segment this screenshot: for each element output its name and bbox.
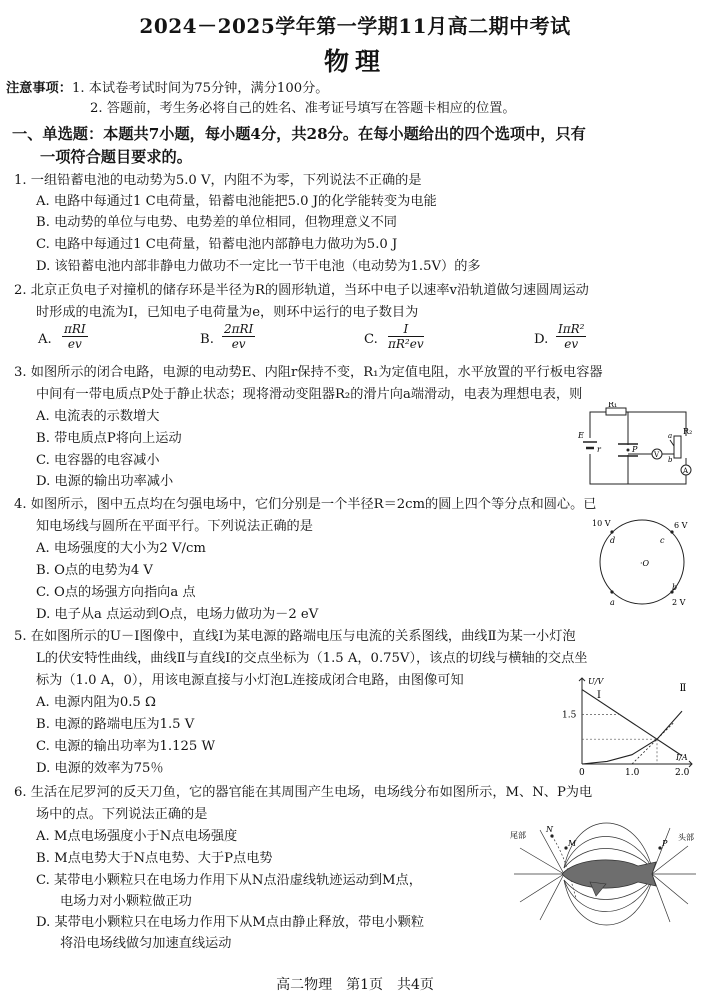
- q2-option-c-label: C.: [364, 332, 378, 347]
- q2-stem-2: 时形成的电流为I，已知电子电荷量为e，则环中运行的电子数目为: [36, 305, 419, 320]
- series-curve-ii: [582, 711, 682, 764]
- fish-silhouette: [562, 860, 656, 888]
- subject-title: 物理: [323, 47, 386, 76]
- q5-option-d: D. 电源的效率为75％: [36, 761, 164, 776]
- label-e: E: [578, 431, 584, 440]
- q4-circle-figure: [584, 512, 696, 612]
- label-b: b: [672, 583, 678, 592]
- field-line: [520, 848, 564, 874]
- label-r2: R₂: [683, 427, 693, 436]
- q6-option-b: B. M点电势大于N点电势、大于P点电势: [36, 851, 273, 866]
- notice-line-2: 2. 答题前，考生务必将自己的姓名、准考证号填写在答题卡相应的位置。: [90, 101, 516, 116]
- q5-option-c: C. 电源的输出功率为1.125 W: [36, 739, 216, 754]
- q3-circuit-figure: [578, 402, 700, 494]
- q3-stem-2: 中间有一带电质点P处于静止状态；现将滑动变阻器R₂的滑片向a端滑动，电表为理想电表，则: [36, 387, 583, 402]
- q2-option-a-fraction: πRI ev: [64, 322, 86, 351]
- q3-option-d: D. 电源的输出功率减小: [36, 474, 174, 489]
- section-heading-1: 一、单选题：本题共7小题，每小题4分，共28分。在每小题给出的四个选项中，只有: [12, 125, 586, 143]
- circuit-outer-wire: [590, 412, 686, 484]
- label-r: r: [597, 445, 601, 454]
- q4-option-a: A. 电场强度的大小为2 V/cm: [36, 541, 206, 556]
- label-b-potential: 6 V: [674, 521, 688, 530]
- y-axis-label: U/V: [588, 677, 604, 686]
- q2-option-d-label: D.: [534, 332, 549, 347]
- series-label-ii: Ⅱ: [679, 683, 687, 695]
- label-o: ·O: [640, 559, 650, 568]
- q5-ui-graph: [558, 674, 698, 778]
- q3-option-b: B. 带电质点P将向上运动: [36, 431, 182, 446]
- q6-option-d-1: D. 某带电小颗粒只在电场力作用下从M点由静止释放，带电小颗粒: [36, 915, 425, 930]
- q1-option-d: D. 该铅蓄电池内部非静电力做功不一定比一节干电池（电动势为1.5V）的多: [36, 259, 481, 274]
- q4-option-b: B. O点的电势为4 V: [36, 563, 153, 578]
- fish-fin: [590, 882, 606, 896]
- notice-line-1: 注意事项：1. 本试卷考试时间为75分钟，满分100分。: [6, 81, 329, 96]
- q3-option-c: C. 电容器的电容减小: [36, 453, 160, 468]
- label-d: d: [610, 536, 616, 545]
- y-tick-label: 1.5: [562, 710, 577, 721]
- x-axis-label: I/A: [676, 753, 688, 762]
- label-d-potential: 10 V: [592, 519, 611, 528]
- resistor-r1: [606, 408, 626, 415]
- label-a-end: a: [668, 432, 673, 440]
- q1-stem: 1. 一组铅蓄电池的电动势为5.0 V，内阻不为零，下列说法不正确的是: [14, 173, 422, 188]
- x-tick-label: 1.0: [625, 768, 640, 778]
- q1-option-b: B. 电动势的单位与电势、电势差的单位相同，但物理意义不同: [36, 215, 397, 230]
- label-n: N: [546, 825, 553, 834]
- charged-particle-p: [627, 449, 630, 452]
- q2-option-c-fraction: $\frac{I}{\text{πR²ev}}$: [388, 322, 424, 351]
- field-line: [540, 874, 564, 920]
- q2-option-b-fraction: 2πRI ev: [224, 322, 254, 351]
- q5-option-a: A. 电源内阻为0.5 Ω: [36, 695, 156, 710]
- label-tail: 头部: [678, 833, 694, 842]
- q2-option-b-label: B.: [200, 332, 214, 347]
- label-r1: R₁: [608, 402, 618, 409]
- slider-arrow: [670, 440, 674, 446]
- q6-stem-1: 6. 生活在尼罗河的反天刀鱼，它的器官能在其周围产生电场，电场线分布如图所示，M、N、P为电: [14, 785, 593, 800]
- label-b-end: b: [668, 456, 673, 464]
- label-a: a: [610, 598, 615, 607]
- q2-option-a-label: A.: [38, 332, 52, 347]
- q2-option-d-fraction: IπR² ev: [558, 322, 585, 351]
- x-tick-label: 2.0: [675, 768, 690, 778]
- q5-option-b: B. 电源的路端电压为1.5 V: [36, 717, 195, 732]
- q6-option-c-2: 电场力对小颗粒做正功: [60, 894, 192, 909]
- section-heading-2: 一项符合题目要求的。: [40, 148, 192, 166]
- q5-stem-2: L的伏安特性曲线，曲线Ⅱ与直线Ⅰ的交点坐标为（1.5 A，0.75V），该点的切线与横轴的交点坐: [36, 651, 588, 666]
- label-p-point: P: [662, 839, 668, 848]
- q6-fish-field-figure: [506, 818, 702, 936]
- q6-option-c-1: C. 某带电小颗粒只在电场力作用下从N点沿虚线轨迹运动到M点，: [36, 873, 422, 888]
- page-footer: 高二物理 第1页 共4页: [276, 977, 434, 993]
- q4-option-d: D. 电子从a 点运动到O点，电场力做功为－2 eV: [36, 607, 319, 622]
- series-label-i: Ⅰ: [597, 689, 601, 701]
- q1-option-c: C. 电路中每通过1 C电荷量，铅蓄电池内部静电力做功为5.0 J: [36, 237, 398, 252]
- q1-option-a: A. 电路中每通过1 C电荷量，铅蓄电池能把5.0 J的化学能转变为电能: [36, 194, 437, 209]
- q2-stem-1: 2. 北京正负电子对撞机的储存环是半径为R的圆形轨道，当环中电子以速率v沿轨道做匀速圆周运动: [14, 283, 589, 298]
- q6-option-a: A. M点电场强度小于N点电场强度: [36, 829, 238, 844]
- q4-option-c: C. O点的场强方向指向a 点: [36, 585, 196, 600]
- label-c: c: [660, 536, 665, 545]
- label-a-potential: 2 V: [672, 598, 686, 607]
- label-v: V: [654, 451, 660, 459]
- q3-option-a: A. 电流表的示数增大: [36, 409, 160, 424]
- tangent-line: [632, 722, 675, 764]
- label-p: P: [632, 445, 638, 454]
- exam-title: 2024－2025学年第一学期11月高二期中考试: [139, 14, 571, 38]
- resistor-r2: [674, 436, 681, 458]
- label-head: 尾部: [510, 831, 526, 840]
- label-m: M: [568, 839, 577, 848]
- q5-stem-3: 标为（1.0 A，0），用该电源直接与小灯泡L连接成闭合电路，由图像可知: [36, 673, 464, 688]
- q5-stem-1: 5. 在如图所示的U－I图像中，直线Ⅰ为某电源的路端电压与电流的关系图线，曲线Ⅱ为某一小灯泡: [14, 629, 576, 644]
- q3-stem-1: 3. 如图所示的闭合电路，电源的电动势E、内阻r保持不变，R₁为定值电阻，水平放置的平行板电容器: [14, 365, 603, 380]
- q4-stem-1: 4. 如图所示，图中五点均在匀强电场中，它们分别是一个半径R＝2cm的圆上四个等分点和圆心。已: [14, 497, 597, 512]
- q6-stem-2: 场中的点。下列说法正确的是: [36, 807, 208, 822]
- q6-option-d-2: 将沿电场线做匀加速直线运动: [60, 936, 232, 951]
- field-line: [520, 874, 564, 902]
- label-a-meter: A: [683, 467, 689, 475]
- x-tick-label: 0: [579, 768, 585, 778]
- q4-stem-2: 知电场线与圆所在平面平行。下列说法正确的是: [36, 519, 313, 534]
